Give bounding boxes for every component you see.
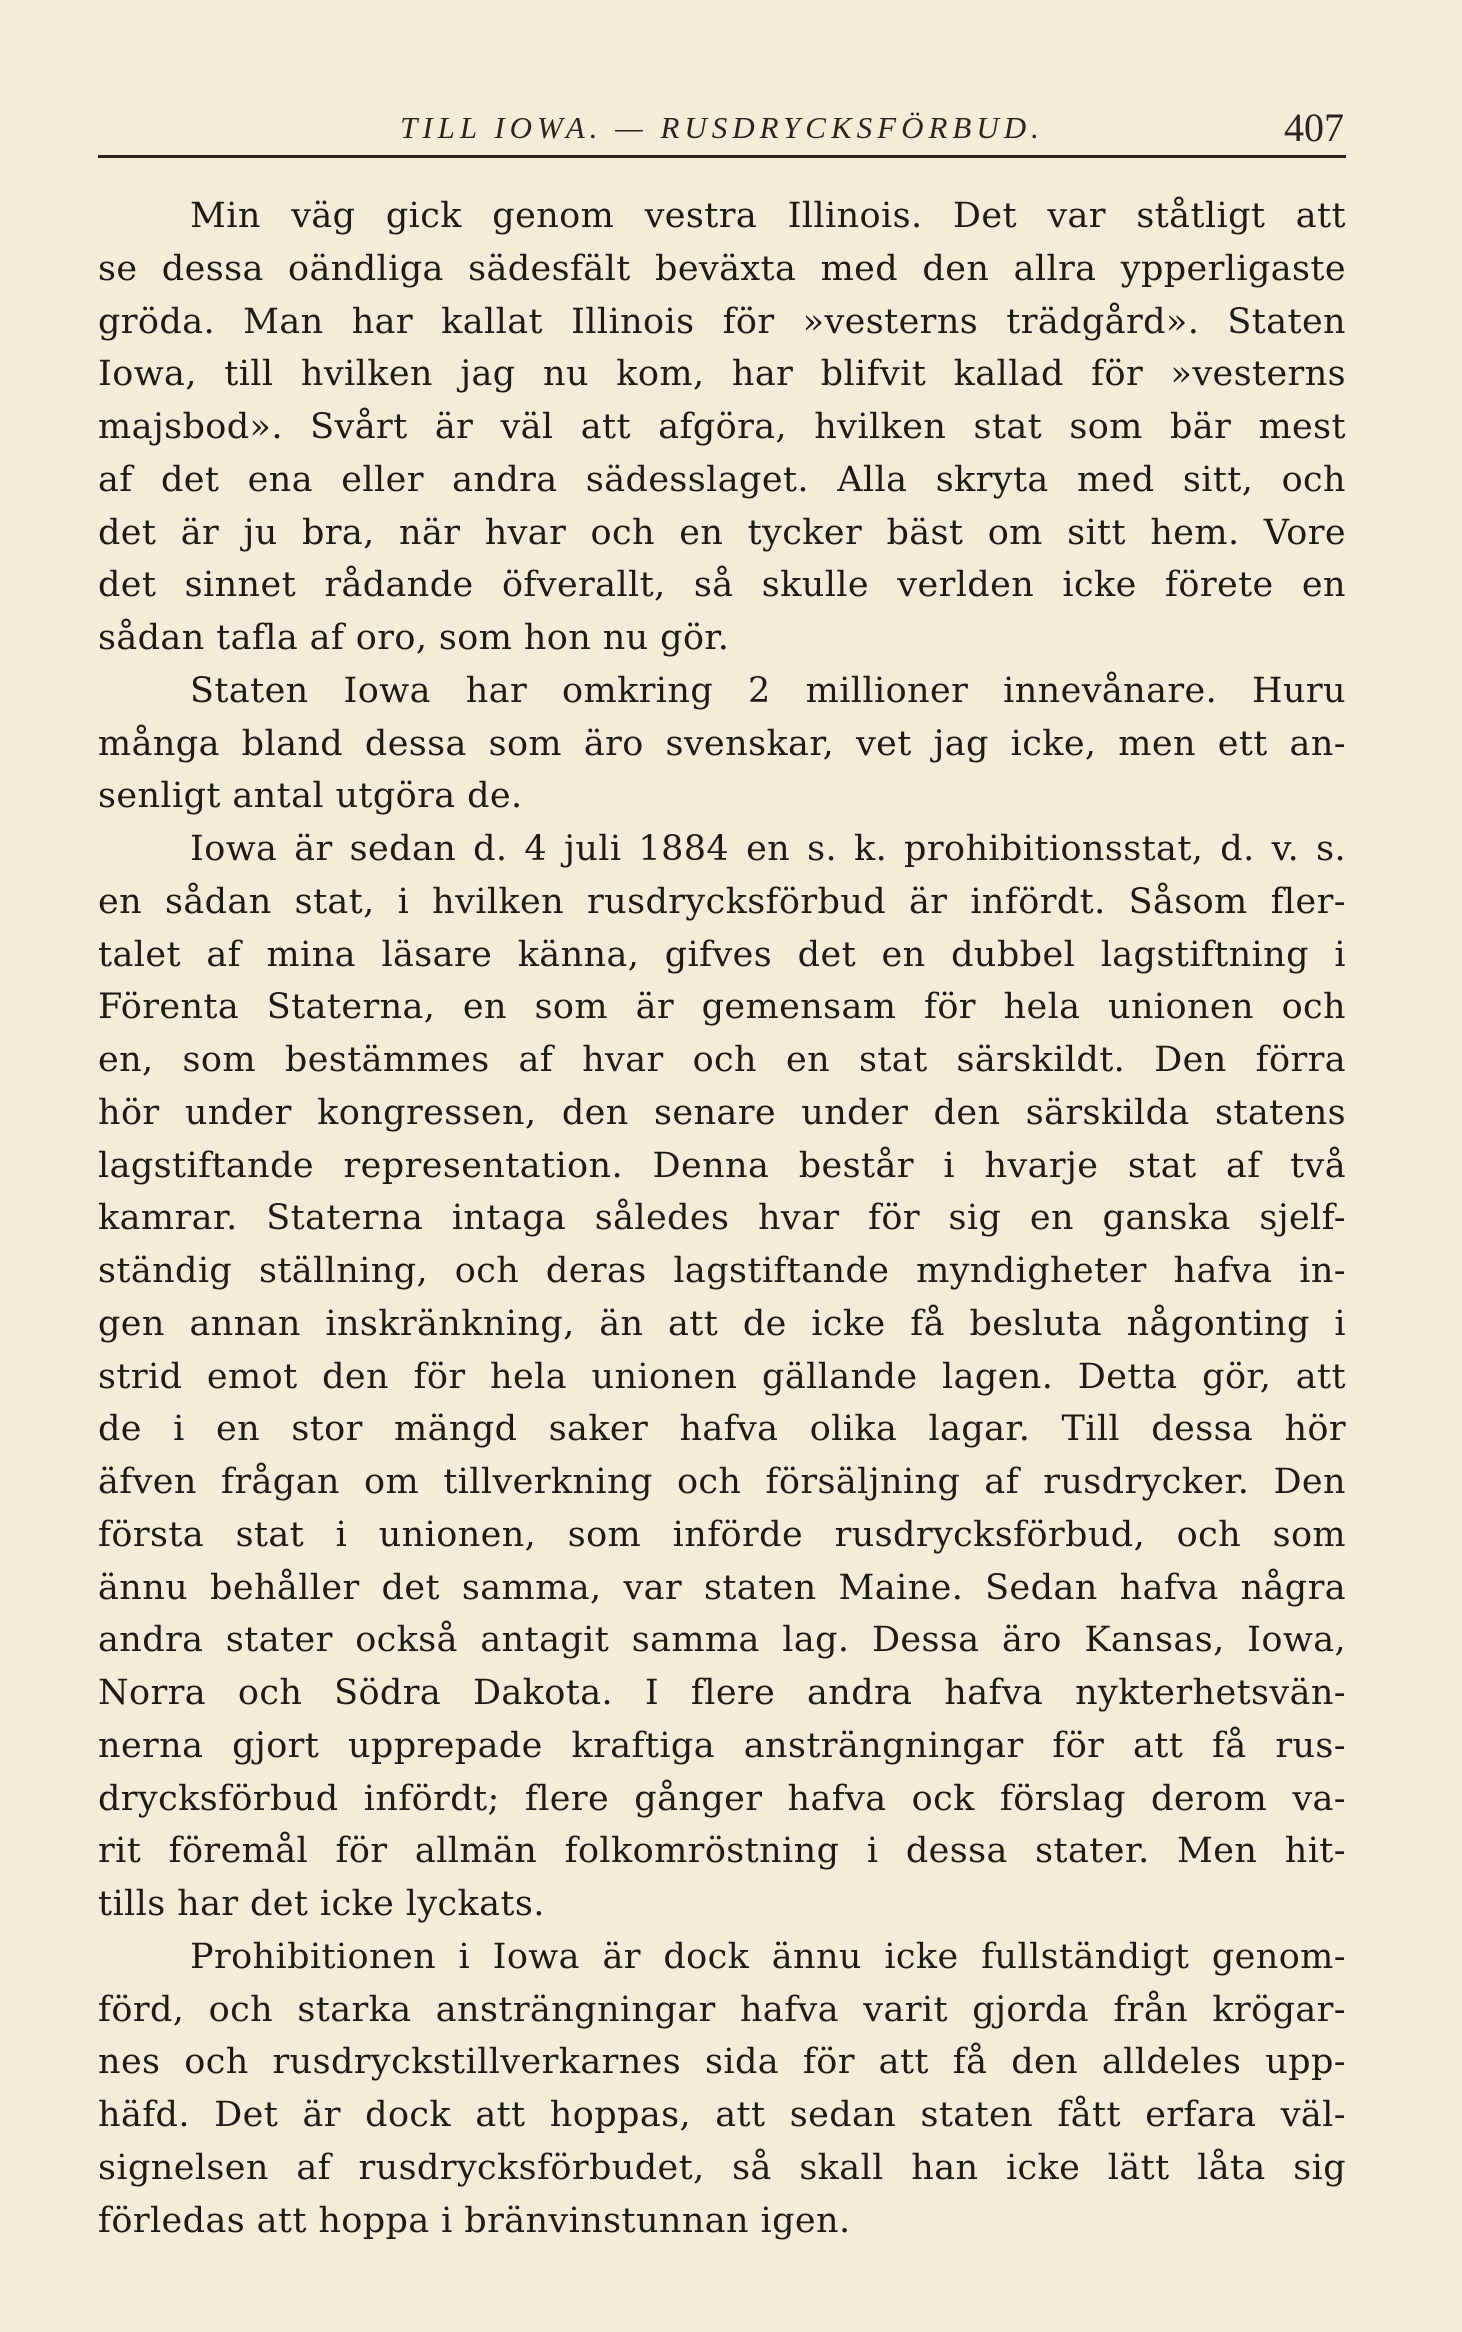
text-line: drycksförbud infördt; flere gånger hafva ock förslag derom va-	[98, 1778, 1346, 1819]
text-line: lagstiftande representation. Denna består i hvarje stat af två	[98, 1145, 1346, 1186]
text-line: en, som bestämmes af hvar och en stat särskildt. Den förra	[98, 1040, 1346, 1080]
text-line: nes och rusdryckstillverkarnes sida för att få den alldeles upp-	[98, 2042, 1346, 2083]
text-line: det är ju bra, när hvar och en tycker bäst om sitt hem. Vore	[98, 512, 1346, 553]
text-line: förledas att hoppa i bränvinstunnan igen.	[98, 2200, 851, 2241]
text-line: tills har det icke lyckats.	[98, 1884, 545, 1924]
text-line: förd, och starka ansträngningar hafva varit gjorda från krögar-	[98, 1989, 1346, 2030]
page-number: 407	[1284, 105, 1344, 150]
text-line: en sådan stat, i hvilken rusdrycksförbud är infördt. Såsom fler-	[98, 881, 1346, 922]
text-line: majsbod». Svårt är väl att afgöra, hvilken stat som bär mest	[98, 407, 1346, 447]
text-line: talet af mina läsare känna, gifves det en dubbel lagstiftning i	[98, 934, 1346, 975]
text-line: se dessa oändliga sädesfält beväxta med den allra ypperligaste	[98, 248, 1346, 289]
text-line: gen annan inskränkning, än att de icke få besluta någonting i	[98, 1303, 1346, 1344]
body-text	[98, 190, 1346, 2247]
text-line: det sinnet rådande öfverallt, så skulle verlden icke förete en	[98, 565, 1346, 606]
text-line: Förenta Staterna, en som är gemensam för hela unionen och	[98, 987, 1346, 1028]
text-line: rit föremål för allmän folkomröstning i dessa stater. Men hit-	[98, 1831, 1346, 1872]
text-line: Iowa är sedan d. 4 juli 1884 en s. k. prohibitionsstat, d. v. s.	[190, 829, 1346, 869]
text-line: de i en stor mängd saker hafva olika lagar. Till dessa hör	[98, 1409, 1346, 1450]
text-line: gröda. Man har kallat Illinois för »vesterns trädgård». Staten	[98, 301, 1346, 342]
text-line: många bland dessa som äro svenskar, vet jag icke, men ett an-	[98, 723, 1346, 764]
text-line: nerna gjort upprepade kraftiga ansträngningar för att få rus-	[98, 1725, 1346, 1766]
text-line: af det ena eller andra sädesslaget. Alla skryta med sitt, och	[98, 459, 1346, 500]
text-line: andra stater också antagit samma lag. Dessa äro Kansas, Iowa,	[98, 1620, 1346, 1661]
text-line: första stat i unionen, som införde rusdrycksförbud, och som	[98, 1514, 1346, 1555]
text-line: sådan tafla af oro, som hon nu gör.	[98, 618, 730, 658]
text-line: ännu behåller det samma, var staten Maine. Sedan hafva några	[98, 1567, 1346, 1608]
text-line: strid emot den för hela unionen gällande lagen. Detta gör, att	[98, 1356, 1346, 1397]
text-line: äfven frågan om tillverkning och försäljning af rusdrycker. Den	[98, 1462, 1346, 1502]
text-line: häfd. Det är dock att hoppas, att sedan staten fått erfara väl-	[98, 2095, 1346, 2135]
paragraph-2	[98, 665, 1346, 823]
text-line: Iowa, till hvilken jag nu kom, har blifvit kallad för »vesterns	[98, 354, 1346, 395]
text-line: kamrar. Staterna intaga således hvar för sig en ganska sjelf-	[98, 1198, 1346, 1239]
text-line: hör under kongressen, den senare under den särskilda statens	[98, 1092, 1346, 1133]
text-line: Min väg gick genom vestra Illinois. Det var ståtligt att	[190, 196, 1346, 236]
running-head	[98, 104, 1346, 154]
text-line: ständig ställning, och deras lagstiftande myndigheter hafva in-	[98, 1251, 1346, 1291]
running-title: TILL IOWA. — RUSDRYCKSFÖRBUD.	[400, 110, 1044, 145]
text-line: Prohibitionen i Iowa är dock ännu icke fullständigt genom-	[190, 1936, 1346, 1977]
text-line: Staten Iowa har omkring 2 millioner innevånare. Huru	[190, 670, 1346, 711]
text-line: senligt antal utgöra de.	[98, 776, 523, 817]
text-line: signelsen af rusdrycksförbudet, så skall han icke lätt låta sig	[98, 2147, 1346, 2188]
paragraph-1	[98, 190, 1346, 665]
paragraph-3	[98, 823, 1346, 1931]
text-line: Norra och Södra Dakota. I flere andra hafva nykterhetsvän-	[98, 1673, 1346, 1713]
header-rule	[98, 155, 1346, 158]
paragraph-4	[98, 1931, 1346, 2248]
